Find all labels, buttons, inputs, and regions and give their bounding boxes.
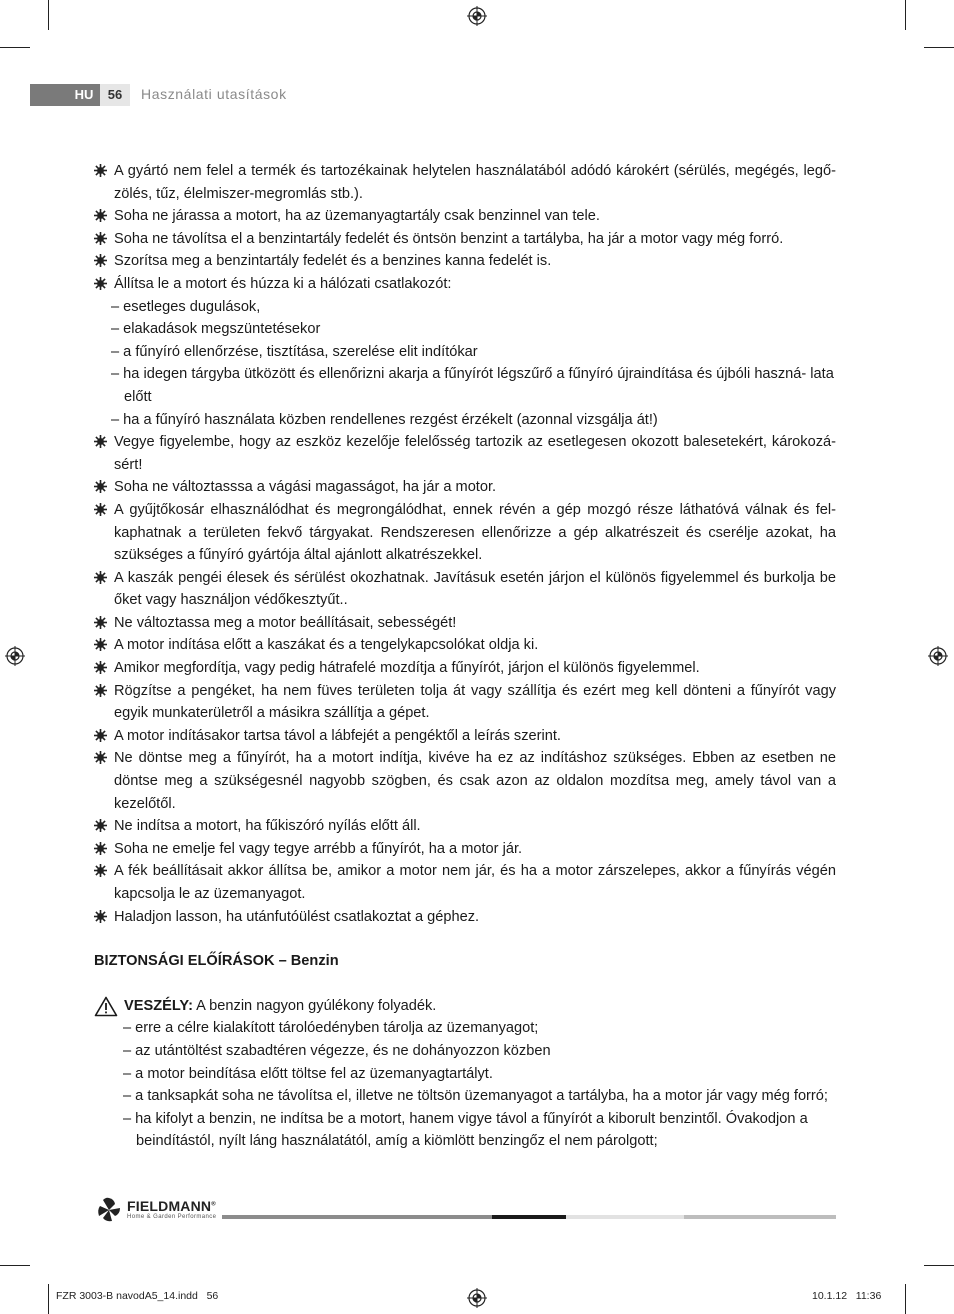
bullet-text: Soha ne változtasssa a vágási magasságot, ha jár a motor.: [114, 479, 497, 496]
dash-list: [94, 296, 836, 432]
crop-mark: [905, 1284, 906, 1314]
bullet-item: [94, 860, 836, 905]
crop-mark: [924, 47, 954, 48]
registration-mark-icon: [467, 1288, 487, 1308]
dash-item: – a fűnyíró ellenőrzése, tisztítása, szerelése elit indítókar: [111, 343, 478, 360]
bullet-star-icon: [94, 751, 107, 764]
bullet-item: [94, 657, 836, 680]
bullet-text: Haladjon lasson, ha utánfutóülést csatlakoztat a géphez.: [114, 908, 480, 925]
bullet-list: [94, 431, 836, 928]
bullet-item: [94, 747, 836, 815]
bullet-item: [94, 431, 836, 476]
bullet-item: [94, 634, 836, 657]
dash-item: – esetleges dugulások,: [111, 298, 261, 315]
warning-label: VESZÉLY:: [124, 997, 193, 1014]
bullet-star-icon: [94, 684, 107, 697]
dash-item: – elakadások megszüntetésekor: [111, 321, 321, 338]
crop-mark: [48, 0, 49, 30]
registration-mark-icon: [467, 6, 487, 26]
footer-line: [684, 1215, 836, 1219]
page-title: Használati utasítások: [141, 86, 287, 102]
warning-triangle-icon: [94, 996, 118, 1017]
bullet-item: [94, 205, 836, 228]
bullet-item: [94, 906, 836, 929]
warning-line: [94, 995, 836, 1018]
dash-item: – ha idegen tárgyba ütközött és ellenőrizni akarja a fűnyírót légszűrő a fűnyíró újraindítása és újbóli haszná- lata előtt: [111, 366, 834, 405]
bullet-item: [94, 680, 836, 725]
registration-mark-icon: [928, 646, 948, 666]
bullet-item: [94, 725, 836, 748]
bullet-star-icon: [94, 661, 107, 674]
bullet-star-icon: [94, 503, 107, 516]
dash-item: – az utántöltést szabadtéren végezze, és ne dohányozzon közben: [123, 1042, 551, 1059]
bullet-star-icon: [94, 819, 107, 832]
registration-mark-icon: [5, 646, 25, 666]
bullet-text: Soha ne emelje fel vagy tegye arrébb a fűnyírót, ha a motor jár.: [114, 840, 523, 857]
bullet-text: Ne változtassa meg a motor beállításait, sebességét!: [114, 614, 457, 631]
bullet-star-icon: [94, 277, 107, 290]
print-date: 10.1.12 11:36: [812, 1290, 882, 1302]
section-title: BIZTONSÁGI ELŐÍRÁSOK – Benzin: [94, 953, 339, 970]
language-code: HU: [74, 87, 94, 102]
warning-text: A benzin nagyon gyúlékony folyadék.: [192, 997, 437, 1014]
bullet-text: Szorítsa meg a benzintartály fedelét és a benzines kanna fedelét is.: [114, 253, 552, 270]
bullet-text: Vegye figyelembe, hogy az eszköz kezelője felelősség tartozik az esetlegesen okozott balesetekért, károkozá- sért!: [114, 434, 836, 473]
dash-item: – erre a célre kialakított tárolóedényben tárolja az üzemanyagot;: [123, 1020, 539, 1037]
bullet-star-icon: [94, 571, 107, 584]
bullet-item: [94, 567, 836, 612]
bullet-item: [94, 815, 836, 838]
dash-item: – ha a fűnyíró használata közben rendellenes rezgést érzékelt (azonnal vizsgálja át!): [111, 411, 658, 428]
bullet-text: A gyártó nem felel a termék és tartozékainak helytelen használatából adódó károkért (sérülés, megégés, legő- zölés, tűz, élelmiszer-megromlás stb.).: [114, 163, 836, 202]
bullet-star-icon: [94, 638, 107, 651]
bullet-star-icon: [94, 864, 107, 877]
bullet-star-icon: [94, 729, 107, 742]
footer-line: [566, 1215, 684, 1219]
footer-line: [492, 1215, 566, 1219]
bullet-item: [94, 838, 836, 861]
dash-list: [94, 1017, 836, 1153]
content: [94, 160, 836, 1153]
bullet-text: Ne döntse meg a fűnyírót, ha a motort indítja, kivéve ha ez az indításhoz szükséges. Ebben az esetben ne döntse meg a szükségesnél nagyobb szögben, és csak azon az oldalon mozdítsa meg, amely távol van a kezelőtől.: [114, 750, 836, 812]
bullet-item: [94, 250, 836, 273]
bullet-star-icon: [94, 616, 107, 629]
bullet-text: Állítsa le a motort és húzza ki a hálózati csatlakozót:: [114, 275, 452, 292]
bullet-item: [94, 476, 836, 499]
fieldmann-logo-icon: [94, 1195, 124, 1225]
bullet-text: A motor indítása előtt a kaszákat és a tengelykapcsolókat oldja ki.: [114, 637, 539, 654]
dash-item: – a tanksapkát soha ne távolítsa el, illetve ne töltsön üzemanyagot a tartályba, ha a motor jár vagy még forró;: [123, 1088, 828, 1105]
dash-item: – ha kifolyt a benzin, ne indítsa be a motort, hanem vigye távol a fűnyírót a kiborult benzintől. Óvakodjon a beindítástól, nyílt láng használatától, amíg a kiömlött benzingőz el nem párolgott;: [123, 1110, 808, 1150]
bullet-text: A fék beállításait akkor állítsa be, amikor a motor nem jár, és ha a motor zárszelepes, akkor a fűnyírás végén kapcsolja le az üzemanyagot.: [114, 863, 836, 902]
brand-name: FIELDMANN®: [127, 1198, 216, 1214]
bullet-star-icon: [94, 232, 107, 245]
bullet-text: Rögzítse a pengéket, ha nem füves területen tolja át vagy szállítja és ezért meg kell dönteni a fűnyírót vagy egyik munkaterületről a másikra szállítja a gépet.: [114, 682, 836, 722]
bullet-item: [94, 273, 836, 296]
dash-item: – a motor beindítása előtt töltse fel az üzemanyagtartályt.: [123, 1065, 493, 1082]
crop-mark: [48, 1284, 49, 1314]
crop-mark: [905, 0, 906, 30]
bullet-text: A kaszák pengéi élesek és sérülést okozhatnak. Javításuk esetén járjon el különös figyelemmel és burkolja be őket vagy használjon védőkesztyűt..: [114, 569, 836, 609]
bullet-star-icon: [94, 910, 107, 923]
bullet-item: [94, 612, 836, 635]
bullet-item: [94, 160, 836, 205]
bullet-star-icon: [94, 842, 107, 855]
bullet-star-icon: [94, 480, 107, 493]
brand-tagline: Home & Garden Performance: [127, 1214, 217, 1220]
bullet-text: Amikor megfordítja, vagy pedig hátrafelé mozdítja a fűnyírót, járjon el különös figyelemmel.: [114, 660, 700, 677]
bullet-text: Soha ne járassa a motort, ha az üzemanyagtartály csak benzinnel van tele.: [114, 208, 600, 225]
bullet-item: [94, 228, 836, 251]
bullet-text: Soha ne távolítsa el a benzintartály fedelét és öntsön benzint a tartályba, ha jár a motor vagy még forró.: [114, 230, 784, 247]
file-info: FZR 3003-B navodA5_14.indd 56: [56, 1290, 219, 1302]
crop-mark: [924, 1265, 954, 1266]
bullet-item: [94, 499, 836, 567]
bullet-star-icon: [94, 254, 107, 267]
bullet-text: A motor indításakor tartsa távol a lábfejét a pengéktől a leírás szerint.: [114, 727, 561, 744]
footer-line: [222, 1215, 492, 1219]
bullet-list: [94, 160, 836, 296]
bullet-star-icon: [94, 435, 107, 448]
crop-mark: [0, 47, 30, 48]
bullet-star-icon: [94, 164, 107, 177]
page-number: 56: [100, 84, 130, 106]
bullet-text: Ne indítsa a motort, ha fűkiszóró nyílás előtt áll.: [114, 818, 421, 835]
crop-mark: [0, 1265, 30, 1266]
bullet-star-icon: [94, 209, 107, 222]
bullet-text: A gyűjtőkosár elhasználódhat és megrongálódhat, ennek révén a gép mozgó része láthatóvá válnak és fel- kaphatnak a területen fekvő tárgyakat. Rendszeresen ellenőrizze a gép alkatrészeit és cserélje azokat, ha szükséges a fűnyíró gyártója által ajánlott alkatrészekkel.: [114, 501, 836, 564]
